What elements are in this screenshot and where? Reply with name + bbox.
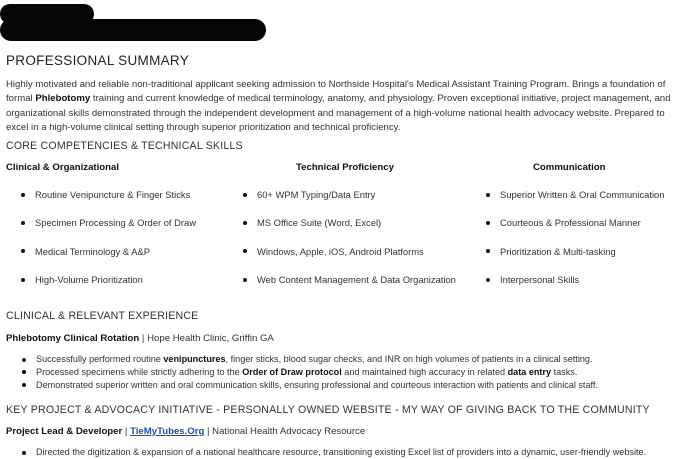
project-bullets — [22, 446, 646, 459]
bullet-text: Successfully performed routine — [36, 354, 164, 364]
project-separator: | — [122, 426, 131, 437]
list-item: Prioritization & Multi-tasking — [484, 246, 664, 274]
summary-bold-phlebotomy: Phlebotomy — [35, 93, 91, 105]
skills-list-clinical — [19, 189, 196, 303]
project-role-detail: | National Health Advocacy Resource — [204, 426, 366, 437]
list-item: High-Volume Prioritization — [19, 274, 196, 302]
bullet-text: Directed the digitization & expansion of a national healthcare resource, transitioning existing Excel list of providers into a dynamic, user-friendly website. — [36, 447, 647, 457]
bullet-text: Processed specimens while strictly adhering to the — [36, 366, 243, 377]
bullet-text: , finger sticks, blood sugar checks, and INR on high volumes of patients in a clinical setting. — [225, 354, 593, 364]
list-item — [22, 379, 598, 392]
experience-role-detail: | Hope Health Clinic, Griffin GA — [139, 333, 274, 344]
bullet-bold: venipunctures — [163, 354, 226, 364]
experience-bullets — [22, 353, 598, 391]
bullet-text: Demonstrated superior written and oral communication skills, ensuring professional and courteous interaction with patients and clinical staff. — [36, 379, 598, 390]
list-item: Courteous & Professional Manner — [484, 217, 664, 245]
experience-role — [6, 333, 274, 344]
bullet-bold: Order of Draw protocol — [242, 366, 342, 377]
competencies-heading: CORE COMPETENCIES & TECHNICAL SKILLS — [6, 140, 243, 152]
list-item — [22, 366, 598, 379]
list-item: Specimen Processing & Order of Draw — [19, 217, 196, 245]
column-title-clinical: Clinical & Organizational — [6, 162, 120, 173]
list-item: Web Content Management & Data Organization — [241, 274, 456, 302]
summary-text-1: Highly motivated and reliable non-traditional applicant seeking admission to Northside Hospital's Medical Assistant Training Program. Brings a foundation of formal — [6, 79, 666, 105]
summary-paragraph — [6, 78, 674, 136]
summary-text-2: training and current knowledge of medical terminology, anatomy, and physiology. Proven exceptional initiative, project management, and organizational skills demonstrated through the independent development and management of a high-volume national health advocacy website. Prepared to excel in a high-volume clinical setting through superior prioritization and technical proficiency. — [6, 93, 671, 134]
experience-role-title: Phlebotomy Clinical Rotation — [6, 333, 140, 344]
list-item: Medical Terminology & A&P — [19, 246, 196, 274]
list-item — [22, 446, 646, 459]
summary-heading: PROFESSIONAL SUMMARY — [6, 53, 190, 68]
redacted-contact-info — [0, 19, 266, 41]
list-item: MS Office Suite (Word, Excel) — [241, 217, 456, 245]
list-item: Superior Written & Oral Communication — [484, 189, 664, 217]
list-item: Windows, Apple, iOS, Android Platforms — [241, 246, 456, 274]
list-item: Routine Venipuncture & Finger Sticks — [19, 189, 196, 217]
experience-heading: CLINICAL & RELEVANT EXPERIENCE — [6, 310, 199, 322]
column-title-technical: Technical Proficiency — [296, 162, 394, 173]
project-heading: KEY PROJECT & ADVOCACY INITIATIVE - PERSONALLY OWNED WEBSITE - MY WAY OF GIVING BACK TO THE COMMUNITY — [6, 404, 650, 416]
bullet-bold: data entry — [507, 366, 552, 377]
column-title-communication: Communication — [533, 162, 606, 173]
project-role — [6, 426, 365, 437]
list-item: Interpersonal Skills — [484, 274, 664, 302]
project-role-title: Project Lead & Developer — [6, 426, 123, 437]
list-item — [22, 353, 598, 366]
skills-list-technical — [241, 189, 456, 303]
list-item: 60+ WPM Typing/Data Entry — [241, 189, 456, 217]
bullet-text: tasks. — [551, 366, 578, 377]
website-link[interactable]: TieMyTubes.Org — [130, 426, 205, 437]
skills-list-communication — [484, 189, 664, 303]
bullet-text: and maintained high accuracy in related — [341, 366, 508, 377]
